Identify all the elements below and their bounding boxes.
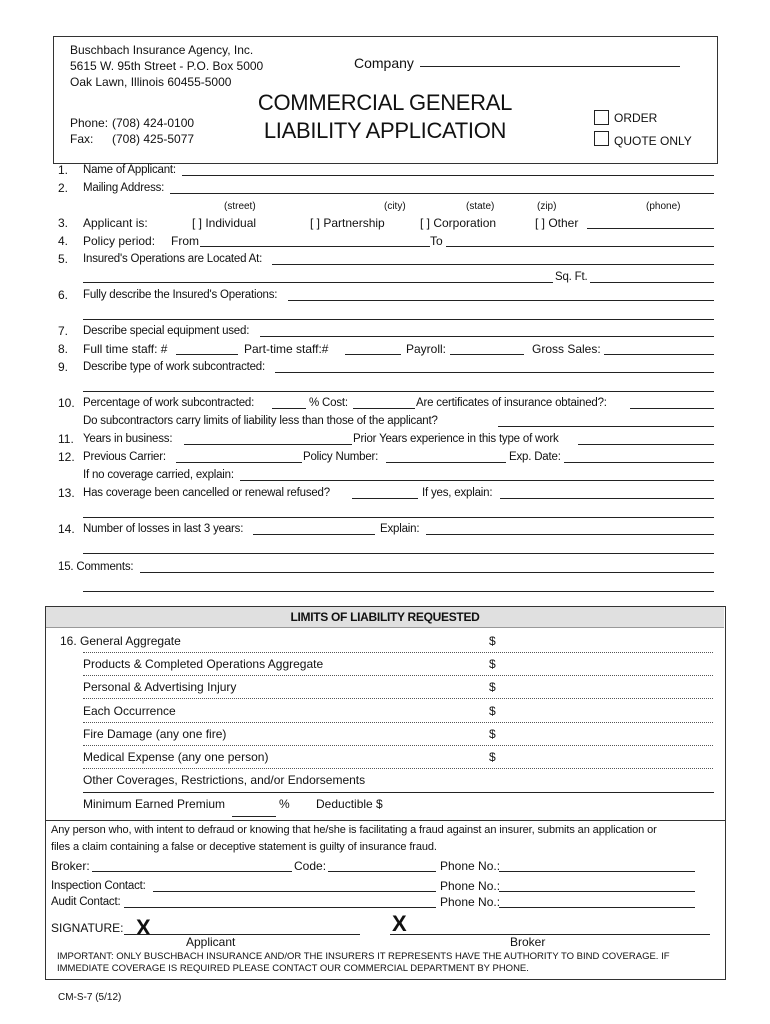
form-title-line1: COMMERCIAL GENERAL bbox=[257, 90, 513, 115]
q12-label: Previous Carrier: bbox=[83, 451, 166, 463]
phone-no-label: Phone No.: bbox=[440, 879, 501, 893]
form-code: CM-S-7 (5/12) bbox=[58, 992, 122, 1003]
comments-field[interactable] bbox=[140, 572, 714, 573]
q8-number: 8. bbox=[58, 342, 69, 356]
policy-to-field[interactable] bbox=[446, 246, 714, 247]
work-subcontracted-field-2[interactable] bbox=[83, 391, 714, 392]
policy-number-label: Policy Number: bbox=[303, 451, 379, 463]
comments-label: 15. Comments: bbox=[58, 561, 134, 573]
limit-row-label: Personal & Advertising Injury bbox=[83, 680, 237, 694]
if-yes-field[interactable] bbox=[500, 498, 714, 499]
if-yes-label: If yes, explain: bbox=[422, 487, 493, 499]
sqft-label: Sq. Ft. bbox=[555, 271, 588, 283]
applicant-signature-field[interactable] bbox=[124, 934, 360, 935]
limit-row-divider bbox=[83, 698, 713, 699]
sub-limits-label: Do subcontractors carry limits of liability less than those of the applicant? bbox=[83, 415, 438, 427]
q14-label: Number of losses in last 3 years: bbox=[83, 523, 244, 535]
min-premium-pct-field[interactable] bbox=[232, 816, 276, 817]
phone-no-label: Phone No.: bbox=[440, 859, 501, 873]
full-time-field[interactable] bbox=[176, 354, 238, 355]
audit-phone-field[interactable] bbox=[499, 907, 695, 908]
pct-subcontracted-field[interactable] bbox=[272, 408, 306, 409]
work-subcontracted-field[interactable] bbox=[275, 372, 714, 373]
agency-address-2: Oak Lawn, Illinois 60455-5000 bbox=[70, 75, 232, 89]
part-time-field[interactable] bbox=[345, 354, 401, 355]
q3-label: Applicant is: bbox=[83, 216, 148, 230]
other-option[interactable]: [ ] Other bbox=[535, 216, 579, 230]
q3-number: 3. bbox=[58, 216, 69, 230]
q4-label: Policy period: bbox=[83, 234, 156, 248]
operations-description-field[interactable] bbox=[288, 300, 714, 301]
sqft-field[interactable] bbox=[590, 282, 714, 283]
applicant-name-field[interactable] bbox=[182, 175, 714, 176]
audit-contact-label: Audit Contact: bbox=[51, 896, 121, 908]
special-equipment-field[interactable] bbox=[260, 336, 714, 337]
applicant-caption: Applicant bbox=[186, 935, 236, 949]
limit-row-label: 16. General Aggregate bbox=[60, 634, 181, 648]
form-title-line2: LIABILITY APPLICATION bbox=[263, 118, 507, 143]
from-label: From bbox=[171, 234, 199, 248]
inspection-contact-field[interactable] bbox=[153, 891, 436, 892]
q4-number: 4. bbox=[58, 234, 69, 248]
q6-label: Fully describe the Insured's Operations: bbox=[83, 289, 278, 301]
limit-row-currency: $ bbox=[489, 704, 496, 718]
applicant-x-mark: X bbox=[136, 915, 151, 940]
prior-experience-label: Prior Years experience in this type of work bbox=[353, 433, 559, 445]
policy-number-field[interactable] bbox=[386, 462, 506, 463]
q9-number: 9. bbox=[58, 360, 69, 374]
q2-label: Mailing Address: bbox=[83, 182, 165, 194]
fraud-warning-line2: files a claim containing a false or deceptive statement is guilty of insurance fraud. bbox=[51, 841, 437, 853]
inspection-contact-label: Inspection Contact: bbox=[51, 880, 146, 892]
corporation-option[interactable]: [ ] Corporation bbox=[420, 216, 497, 230]
operations-location-field-2[interactable] bbox=[83, 282, 553, 283]
exp-date-field[interactable] bbox=[564, 462, 714, 463]
inspection-phone-field[interactable] bbox=[499, 891, 695, 892]
q13-label: Has coverage been cancelled or renewal refused? bbox=[83, 487, 330, 499]
limit-row-divider bbox=[83, 675, 713, 676]
broker-label: Broker: bbox=[51, 859, 90, 873]
exp-date-label: Exp. Date: bbox=[509, 451, 561, 463]
q10-label: Percentage of work subcontracted: bbox=[83, 397, 255, 409]
q1-number: 1. bbox=[58, 163, 69, 177]
explain-label: Explain: bbox=[380, 523, 420, 535]
sub-limits-field[interactable] bbox=[498, 426, 714, 427]
certificates-label: Are certificates of insurance obtained?: bbox=[416, 397, 607, 409]
q5-number: 5. bbox=[58, 252, 69, 266]
cancelled-field[interactable] bbox=[352, 498, 418, 499]
years-in-business-field[interactable] bbox=[184, 444, 352, 445]
limit-row-currency: $ bbox=[489, 657, 496, 671]
limit-row-label: Products & Completed Operations Aggregate bbox=[83, 657, 324, 671]
q11-number: 11. bbox=[58, 432, 74, 446]
if-yes-field-2[interactable] bbox=[83, 517, 714, 518]
limit-row-divider bbox=[83, 652, 713, 653]
q5-label: Insured's Operations are Located At: bbox=[83, 253, 263, 265]
agency-name: Buschbach Insurance Agency, Inc. bbox=[70, 43, 254, 57]
quote-only-checkbox[interactable] bbox=[594, 131, 609, 146]
limit-row-divider bbox=[83, 768, 713, 769]
losses-explain-field-2[interactable] bbox=[83, 553, 714, 554]
comments-field-2[interactable] bbox=[83, 591, 714, 592]
important-notice-line2: IMMEDIATE COVERAGE IS REQUIRED PLEASE CONTACT OUR COMMERCIAL DEPARTMENT BY PHONE. bbox=[57, 963, 529, 974]
cost-field[interactable] bbox=[353, 408, 415, 409]
gross-sales-field[interactable] bbox=[604, 354, 714, 355]
previous-carrier-field[interactable] bbox=[176, 462, 302, 463]
q11-label: Years in business: bbox=[83, 433, 173, 445]
limit-row-label: Each Occurrence bbox=[83, 704, 176, 718]
broker-caption: Broker bbox=[510, 935, 546, 949]
part-time-label: Part-time staff:# bbox=[244, 342, 329, 356]
limit-row-currency: $ bbox=[489, 750, 496, 764]
phone-no-label: Phone No.: bbox=[440, 895, 501, 909]
broker-phone-field[interactable] bbox=[499, 871, 695, 872]
q12-number: 12. bbox=[58, 450, 75, 464]
important-notice-line1: IMPORTANT: ONLY BUSCHBACH INSURANCE AND/OR THE INSURERS IT REPRESENTS HAVE THE AUTHORITY TO BIND COVERAGE. IF bbox=[57, 951, 670, 962]
pct-label: % bbox=[279, 797, 290, 811]
partnership-option[interactable]: [ ] Partnership bbox=[310, 216, 385, 230]
sub-street: (street) bbox=[224, 201, 256, 212]
no-coverage-label: If no coverage carried, explain: bbox=[83, 469, 234, 481]
min-premium-label: Minimum Earned Premium bbox=[83, 797, 226, 811]
order-label: ORDER bbox=[614, 111, 658, 125]
q10-number: 10. bbox=[58, 396, 75, 410]
broker-field[interactable] bbox=[92, 871, 292, 872]
agency-address-1: 5615 W. 95th Street - P.O. Box 5000 bbox=[70, 59, 264, 73]
order-checkbox[interactable] bbox=[594, 110, 609, 125]
other-field[interactable] bbox=[587, 228, 714, 229]
code-label: Code: bbox=[294, 859, 327, 873]
q9-label: Describe type of work subcontracted: bbox=[83, 361, 265, 373]
sub-state: (state) bbox=[466, 201, 495, 212]
certificates-field[interactable] bbox=[630, 408, 714, 409]
full-time-label: Full time staff: # bbox=[83, 342, 168, 356]
q13-number: 13. bbox=[58, 486, 75, 500]
limit-row-currency: $ bbox=[489, 680, 496, 694]
phone-number: (708) 424-0100 bbox=[112, 116, 195, 130]
losses-explain-field[interactable] bbox=[426, 534, 714, 535]
audit-contact-field[interactable] bbox=[124, 907, 436, 908]
limit-row-currency: $ bbox=[489, 634, 496, 648]
deductible-label: Deductible $ bbox=[316, 797, 383, 811]
q14-number: 14. bbox=[58, 522, 75, 536]
limit-row-divider bbox=[83, 745, 713, 746]
q7-label: Describe special equipment used: bbox=[83, 325, 250, 337]
no-coverage-field[interactable] bbox=[240, 480, 714, 481]
phone-label: Phone: bbox=[70, 116, 109, 130]
individual-option[interactable]: [ ] Individual bbox=[192, 216, 257, 230]
payroll-label: Payroll: bbox=[406, 342, 447, 356]
limit-row-divider bbox=[83, 722, 713, 723]
q7-number: 7. bbox=[58, 324, 69, 338]
broker-x-mark: X bbox=[392, 911, 407, 936]
sub-phone: (phone) bbox=[646, 201, 681, 212]
limit-row-label: Fire Damage (any one fire) bbox=[83, 727, 227, 741]
policy-from-field[interactable] bbox=[200, 246, 430, 247]
limit-row-currency: $ bbox=[489, 727, 496, 741]
sub-city: (city) bbox=[384, 201, 406, 212]
other-coverages-label: Other Coverages, Restrictions, and/or Endorsements bbox=[83, 773, 366, 787]
fraud-warning-line1: Any person who, with intent to defraud or knowing that he/she is facilitating a fraud against an insurer, submits an application or bbox=[51, 824, 657, 836]
prior-experience-field[interactable] bbox=[578, 444, 714, 445]
broker-signature-field[interactable] bbox=[390, 934, 710, 935]
limit-row-label: Medical Expense (any one person) bbox=[83, 750, 269, 764]
q2-number: 2. bbox=[58, 181, 69, 195]
limits-header: LIMITS OF LIABILITY REQUESTED bbox=[290, 610, 480, 624]
losses-field[interactable] bbox=[253, 534, 375, 535]
company-field[interactable] bbox=[420, 66, 680, 67]
signature-label: SIGNATURE: bbox=[51, 921, 124, 935]
payroll-field[interactable] bbox=[450, 354, 524, 355]
quote-only-label: QUOTE ONLY bbox=[614, 134, 692, 148]
q6-number: 6. bbox=[58, 288, 69, 302]
gross-sales-label: Gross Sales: bbox=[532, 342, 601, 356]
company-label: Company bbox=[354, 55, 414, 71]
q1-label: Name of Applicant: bbox=[83, 164, 176, 176]
pct-cost-label: % Cost: bbox=[309, 397, 348, 409]
operations-description-field-2[interactable] bbox=[83, 319, 714, 320]
to-label: To bbox=[430, 234, 443, 248]
operations-location-field[interactable] bbox=[272, 264, 714, 265]
fax-number: (708) 425-5077 bbox=[112, 132, 195, 146]
mailing-address-field[interactable] bbox=[170, 193, 714, 194]
fax-label: Fax: bbox=[70, 132, 94, 146]
code-field[interactable] bbox=[328, 871, 436, 872]
other-coverages-field[interactable] bbox=[83, 792, 714, 793]
sub-zip: (zip) bbox=[537, 201, 557, 212]
